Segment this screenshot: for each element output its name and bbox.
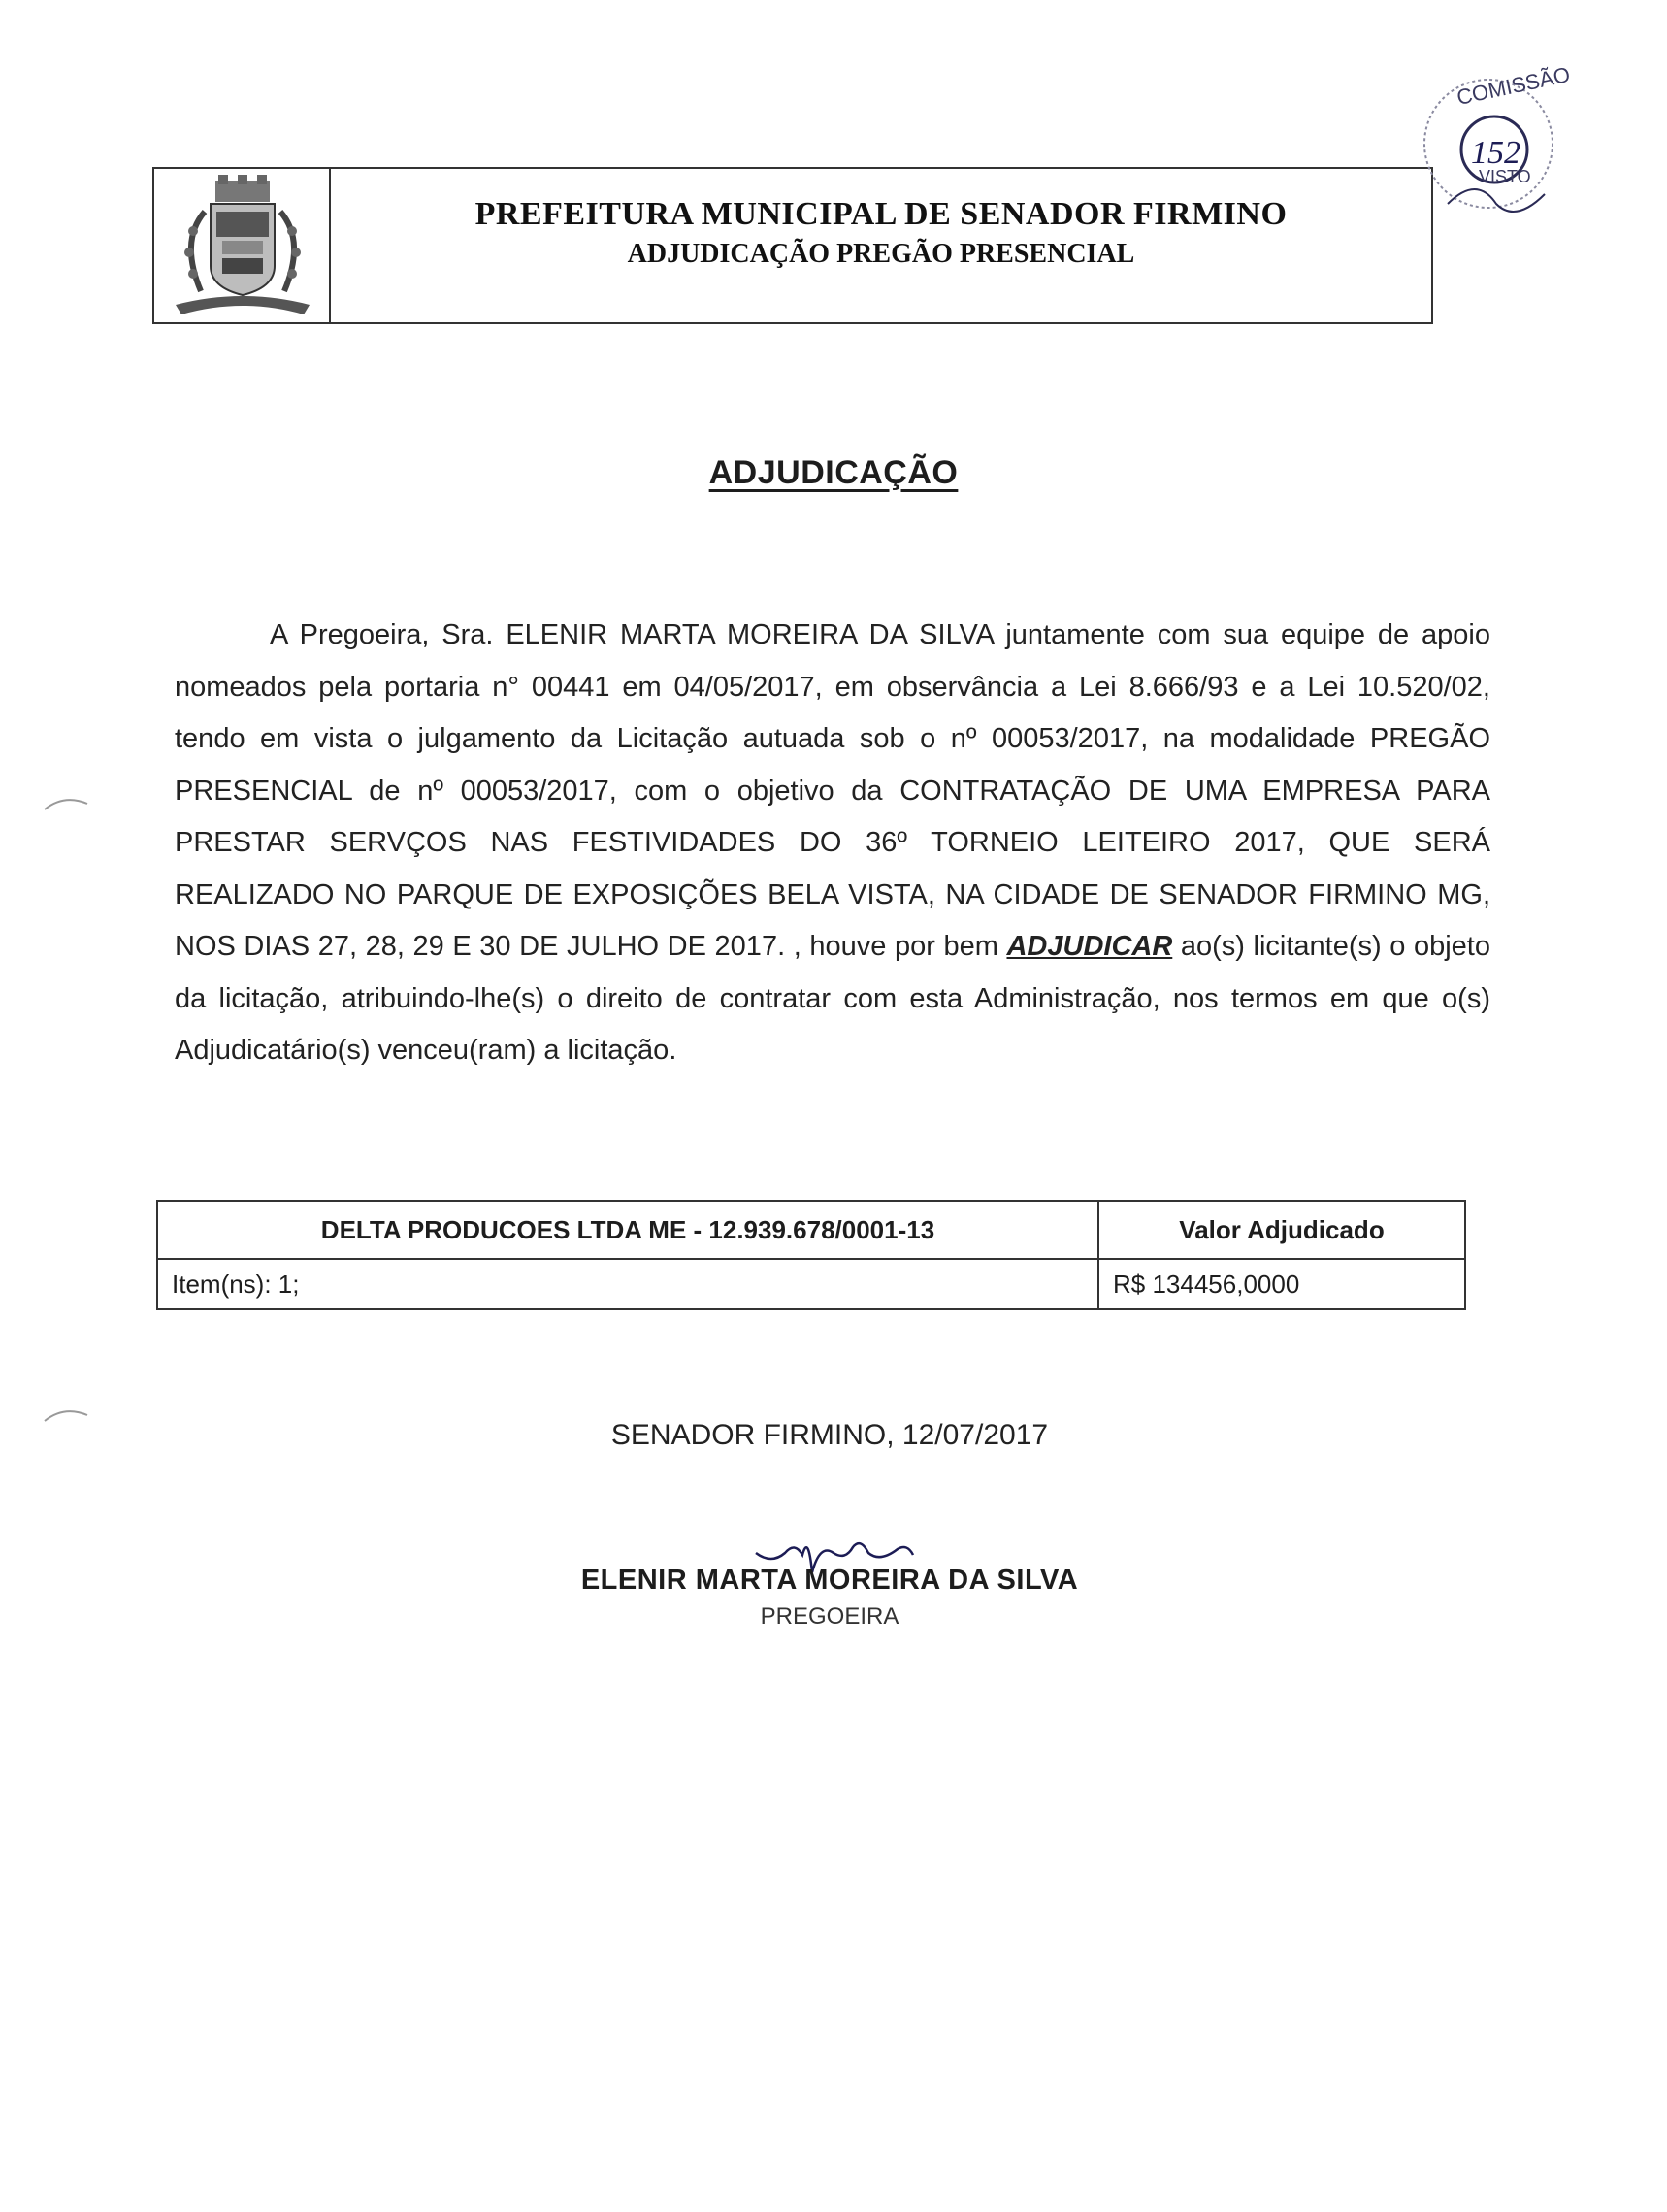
- margin-punch-mark-lower: [43, 1405, 91, 1425]
- stamp-top-text: COMISSÃO: [1455, 61, 1573, 110]
- margin-punch-mark-upper: [43, 794, 91, 813]
- document-title: ADJUDICAÇÃO: [708, 454, 959, 491]
- municipal-crest: [154, 169, 331, 322]
- award-table: [156, 1200, 1466, 1310]
- value-cell: R$ 134456,0000: [1098, 1259, 1465, 1309]
- municipality-title: PREFEITURA MUNICIPAL DE SENADOR FIRMINO: [474, 196, 1288, 232]
- body-text-before: A Pregoeira, Sra. ELENIR MARTA MOREIRA DA SILVA juntamente com sua equipe de apoio nomeados pela portaria n° 00441 em 04/05/2017, em observância a Lei 8.666/93 e a Lei 10.520/02, tendo em vista o julgamento da Licitação autuada sob o nº 00053/2017, na modalidade PREGÃO PRESENCIAL de nº 00053/2017, com o objetivo da CONTRATAÇÃO DE UMA EMPRESA PARA PRESTAR SERVÇOS NAS FESTIVIDADES DO 36º TORNEIO LEITEIRO 2017, QUE SERÁ REALIZADO NO PARQUE DE EXPOSIÇÕES BELA VISTA, NA CIDADE DE SENADOR FIRMINO MG, NOS DIAS 27, 28, 29 E 30 DE JULHO DE 2017. , houve por bem: [175, 619, 1490, 962]
- adjudication-body: [175, 610, 1490, 1077]
- stamp-bottom-text: VISTO: [1479, 167, 1531, 186]
- vendor-name-cell: DELTA PRODUCOES LTDA ME - 12.939.678/0001-13: [157, 1201, 1098, 1259]
- document-type-subtitle: ADJUDICAÇÃO PREGÃO PRESENCIAL: [627, 239, 1135, 269]
- commission-stamp: [1419, 58, 1573, 233]
- stamp-number: 152: [1471, 135, 1520, 171]
- signatory-role: PREGOEIRA: [760, 1603, 899, 1630]
- letterhead: [152, 167, 1433, 324]
- signatory-name: ELENIR MARTA MOREIRA DA SILVA: [580, 1565, 1079, 1596]
- body-emphasis-adjudicar: ADJUDICAR: [1006, 931, 1173, 962]
- items-cell: Item(ns): 1;: [157, 1259, 1098, 1309]
- body-text-after: ao(s) licitante(s) o objeto da licitação, atribuindo-lhe(s) o direito de contratar com esta Administração, nos termos em que o(s) Adjudicatário(s) venceu(ram) a licitação.: [175, 931, 1490, 1066]
- coat-of-arms-icon: [162, 173, 322, 318]
- place-date: SENADOR FIRMINO, 12/07/2017: [610, 1419, 1049, 1451]
- value-header-cell: Valor Adjudicado: [1098, 1201, 1465, 1259]
